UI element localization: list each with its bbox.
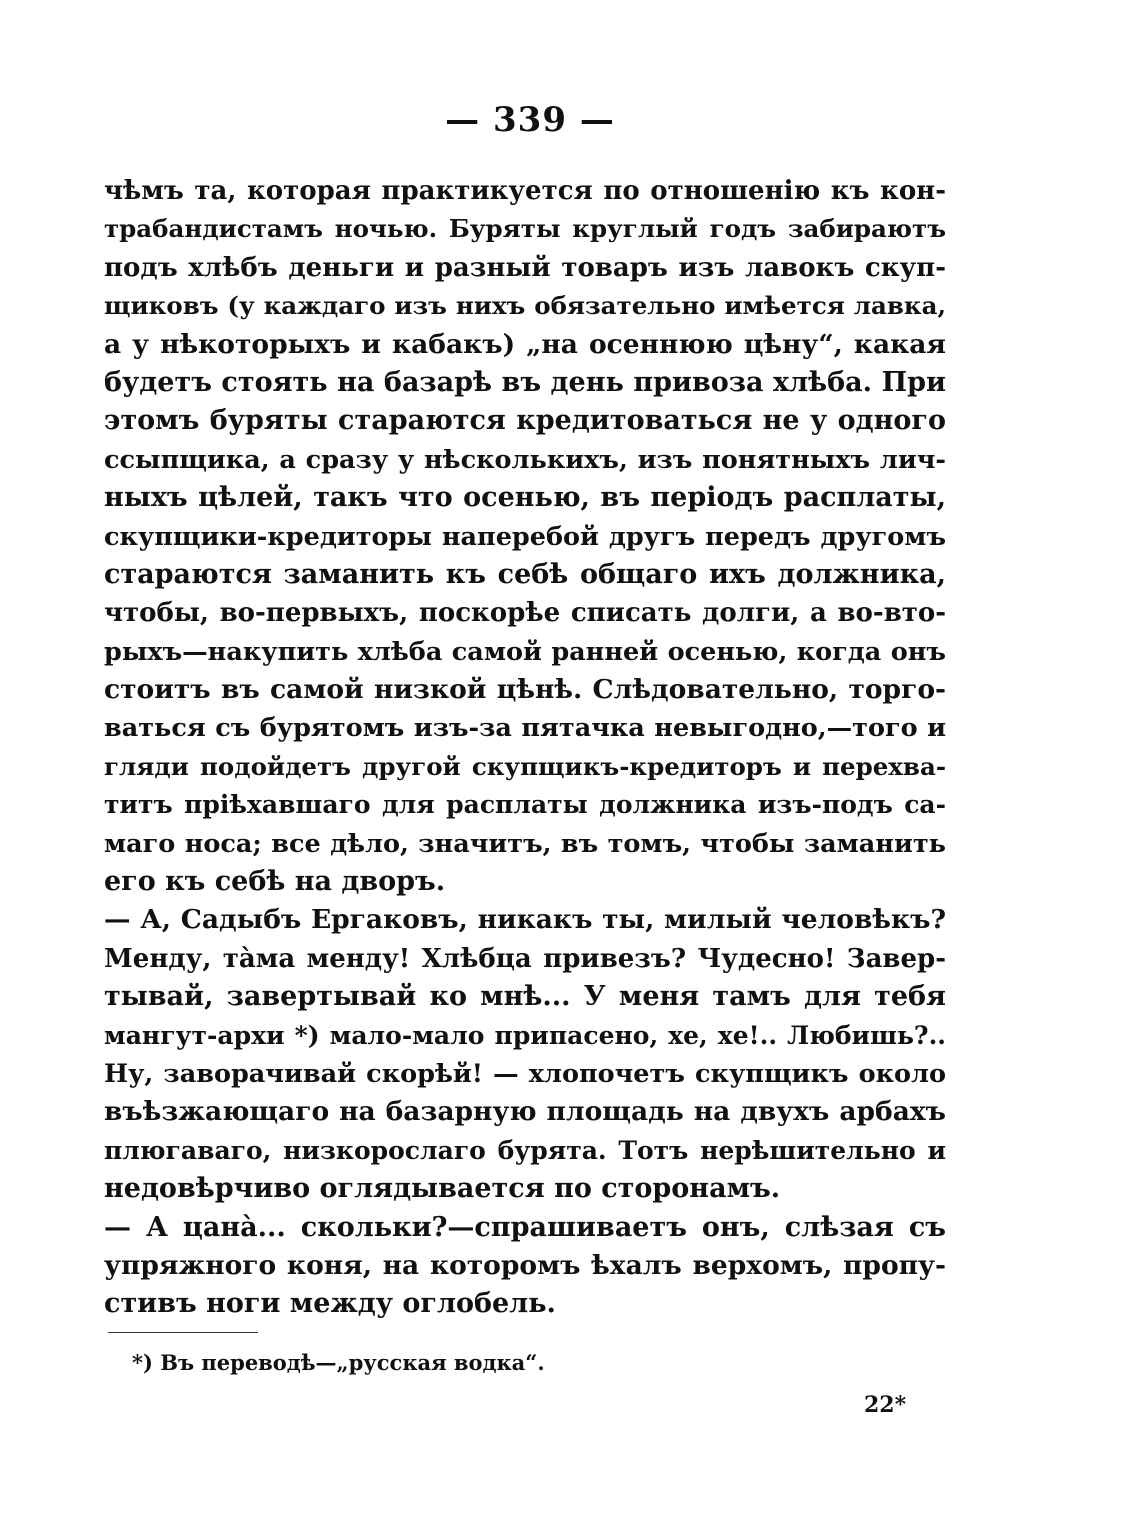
text-line: рыхъ—накупить хлѣба самой ранней осенью, когда онъ [104, 636, 946, 667]
text-line: Ну, заворачивай скорѣй! — хлопочетъ скупщикъ около [104, 1058, 946, 1089]
text-line: въѣзжающаго на базарную площадь на двухъ арбахъ [104, 1096, 946, 1128]
text-line: ныхъ цѣлей, такъ что осенью, въ періодъ расплаты, [104, 482, 946, 514]
text-line: ваться съ бурятомъ изъ-за пятачка невыгодно,—того и [104, 713, 946, 744]
text-line: плюгаваго, низкорослаго бурята. Тотъ нерѣшительно и [104, 1135, 946, 1165]
text-line: а у нѣкоторыхъ и кабакъ) „на осеннюю цѣну“, какая [104, 328, 946, 360]
text-line: щиковъ (у каждаго изъ нихъ обязательно имѣется лавка, [104, 291, 946, 321]
text-line: титъ пріѣхавшаго для расплаты должника изъ-подъ са- [104, 790, 946, 820]
text-line: Менду, тàма менду! Хлѣбца привезъ? Чудесно! Завер- [104, 943, 946, 974]
text-line: подъ хлѣбъ деньги и разный товаръ изъ лавокъ скуп- [104, 252, 946, 283]
text-line: этомъ буряты стараются кредитоваться не у одного [104, 405, 946, 437]
text-line: будетъ стоять на базарѣ въ день привоза хлѣба. При [104, 366, 946, 398]
text-line: стоитъ въ самой низкой цѣнѣ. Слѣдовательно, торго- [104, 674, 946, 706]
text-line: трабандистамъ ночью. Буряты круглый годъ забираютъ [104, 214, 946, 244]
signature-mark: 22* [864, 1392, 907, 1418]
page-number: — 339 — [445, 100, 615, 140]
text-line: гляди подойдетъ другой скупщикъ-кредиторъ и перехва- [104, 751, 946, 781]
text-line: стивъ ноги между оглобель. [104, 1288, 556, 1320]
text-line: — А, Садыбъ Ергаковъ, никакъ ты, милый человѣкъ? [104, 904, 946, 936]
footnote-divider [108, 1332, 258, 1333]
text-line: упряжного коня, на которомъ ѣхалъ верхомъ, пропу- [104, 1249, 946, 1281]
text-line: стараются заманить къ себѣ общаго ихъ должника, [104, 558, 946, 590]
text-line: чѣмъ та, которая практикуется по отношенію къ кон- [104, 176, 946, 206]
text-line: мангут-архи *) мало-мало припасено, хе, хе!.. Любишь?.. [104, 1020, 946, 1050]
body-text [104, 172, 946, 1324]
text-line: его къ себѣ на дворъ. [104, 866, 446, 898]
text-line: маго носа; все дѣло, значитъ, въ томъ, чтобы заманить [104, 828, 946, 859]
text-line: скупщики-кредиторы наперебой другъ передъ другомъ [104, 521, 946, 552]
text-line: тывай, завертывай ко мнѣ... У меня тамъ для тебя [104, 981, 946, 1013]
footnote: *) Въ переводѣ—„русская водка“. [132, 1350, 545, 1375]
text-line: ссыпщика, а сразу у нѣсколькихъ, изъ понятныхъ лич- [104, 444, 946, 475]
text-line: недовѣрчиво оглядывается по сторонамъ. [104, 1173, 781, 1205]
text-line: — А цанà... скольки?—спрашиваетъ онъ, слѣзая съ [104, 1211, 946, 1243]
text-line: чтобы, во-первыхъ, поскорѣе списать долги, а во-вто- [104, 598, 946, 629]
